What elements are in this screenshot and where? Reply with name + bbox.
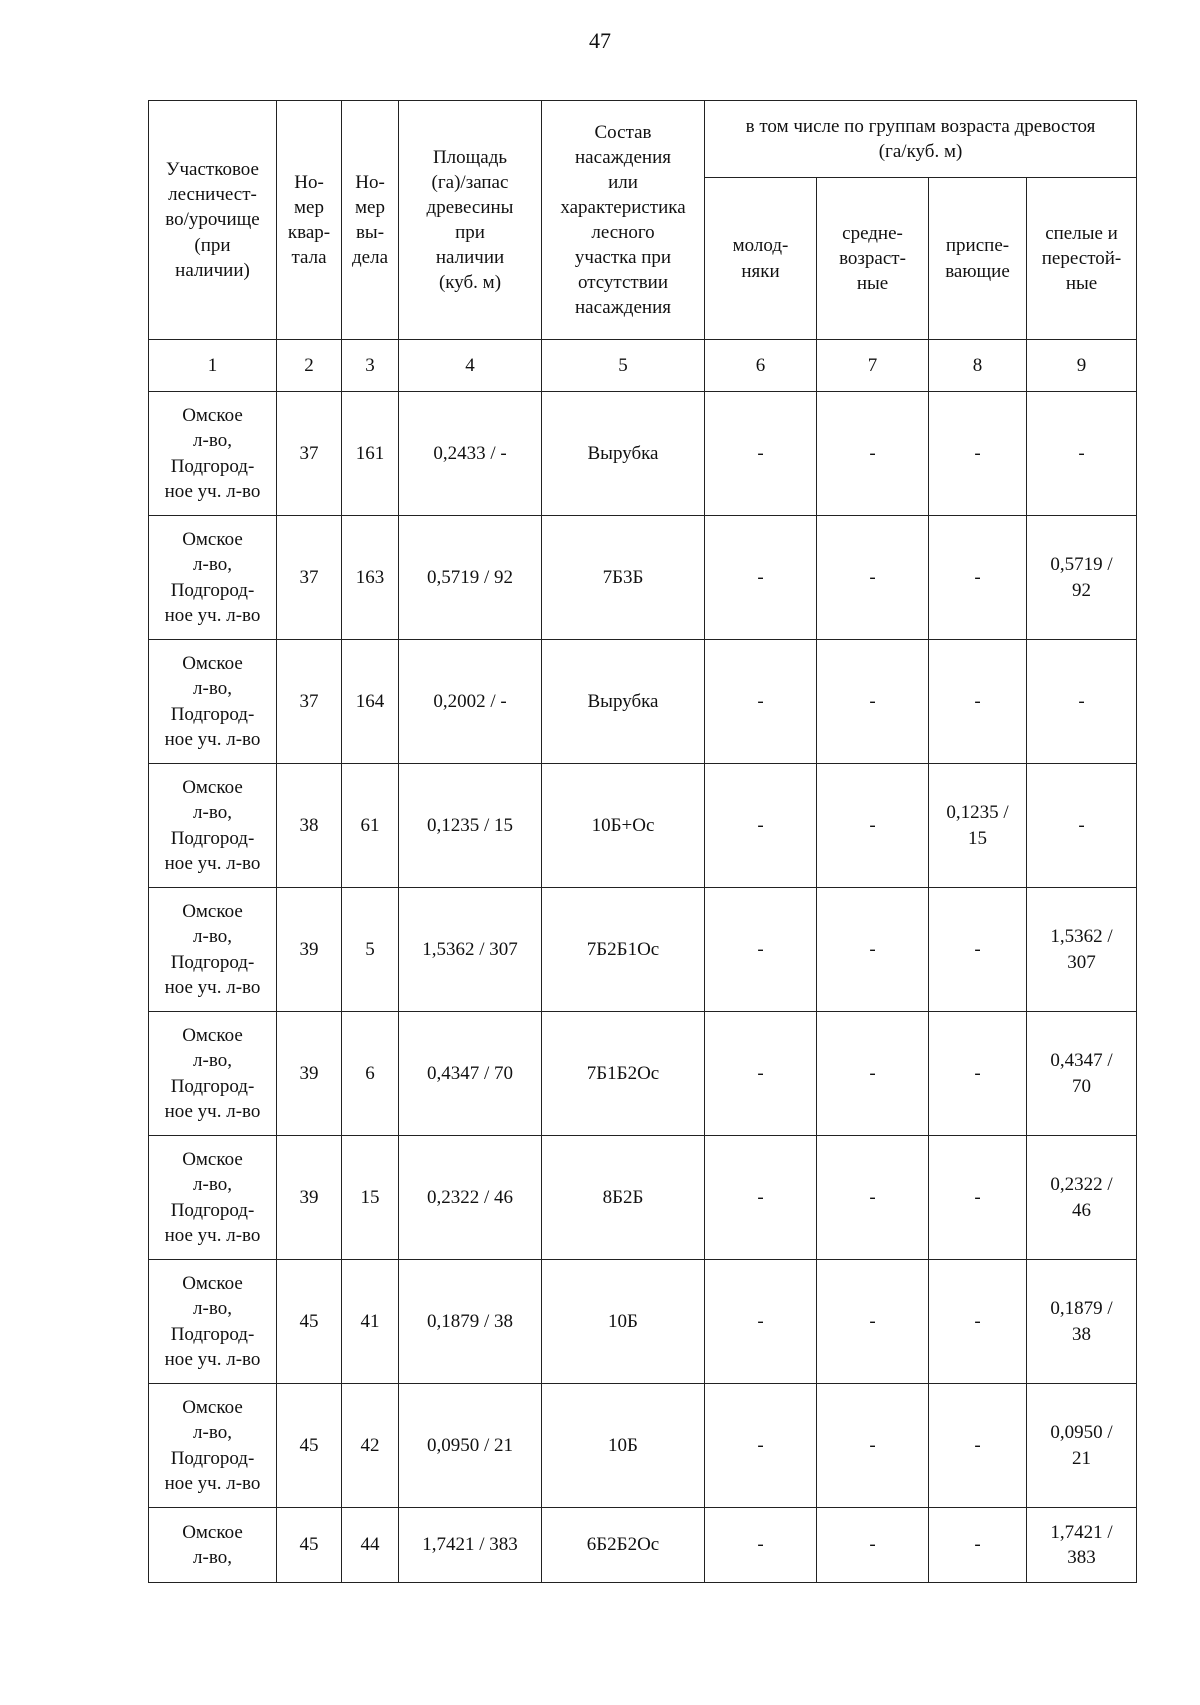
ripening-cell: - bbox=[929, 1260, 1027, 1384]
area-volume-cell: 0,0950 / 21 bbox=[399, 1384, 542, 1508]
composition-cell: 10Б+Ос bbox=[542, 764, 705, 888]
middle-aged-cell: - bbox=[817, 1136, 929, 1260]
young-cell: - bbox=[705, 1508, 817, 1583]
middle-aged-cell: - bbox=[817, 392, 929, 516]
forestry-cell: Омское л-во, Подгород- ное уч. л-во bbox=[149, 764, 277, 888]
composition-cell: 8Б2Б bbox=[542, 1136, 705, 1260]
mature-cell: 0,5719 / 92 bbox=[1027, 516, 1137, 640]
mature-cell: 0,0950 / 21 bbox=[1027, 1384, 1137, 1508]
composition-cell: 7Б3Б bbox=[542, 516, 705, 640]
column-number: 2 bbox=[277, 340, 342, 392]
area-volume-cell: 0,5719 / 92 bbox=[399, 516, 542, 640]
mature-cell: 1,7421 / 383 bbox=[1027, 1508, 1137, 1583]
table-row bbox=[149, 1012, 1137, 1136]
middle-aged-cell: - bbox=[817, 1260, 929, 1384]
section-number-cell: 15 bbox=[342, 1136, 399, 1260]
section-number-cell: 5 bbox=[342, 888, 399, 1012]
mature-cell: 0,2322 / 46 bbox=[1027, 1136, 1137, 1260]
middle-aged-cell: - bbox=[817, 516, 929, 640]
table-row bbox=[149, 764, 1137, 888]
column-number: 6 bbox=[705, 340, 817, 392]
ripening-cell: - bbox=[929, 1012, 1027, 1136]
quarter-number-cell: 39 bbox=[277, 888, 342, 1012]
middle-aged-cell: - bbox=[817, 888, 929, 1012]
table-row bbox=[149, 1136, 1137, 1260]
quarter-number-cell: 45 bbox=[277, 1260, 342, 1384]
area-volume-cell: 0,1879 / 38 bbox=[399, 1260, 542, 1384]
young-cell: - bbox=[705, 392, 817, 516]
ripening-cell: 0,1235 / 15 bbox=[929, 764, 1027, 888]
area-volume-cell: 1,5362 / 307 bbox=[399, 888, 542, 1012]
section-number-cell: 164 bbox=[342, 640, 399, 764]
table-row bbox=[149, 640, 1137, 764]
ripening-cell: - bbox=[929, 1508, 1027, 1583]
column-number: 9 bbox=[1027, 340, 1137, 392]
quarter-number-cell: 45 bbox=[277, 1508, 342, 1583]
middle-aged-cell: - bbox=[817, 640, 929, 764]
area-volume-cell: 0,2433 / - bbox=[399, 392, 542, 516]
table-body bbox=[149, 392, 1137, 1583]
composition-cell: Вырубка bbox=[542, 392, 705, 516]
forestry-cell: Омское л-во, Подгород- ное уч. л-во bbox=[149, 516, 277, 640]
middle-aged-cell: - bbox=[817, 764, 929, 888]
area-volume-cell: 0,1235 / 15 bbox=[399, 764, 542, 888]
quarter-number-cell: 37 bbox=[277, 516, 342, 640]
forestry-cell: Омское л-во, Подгород- ное уч. л-во bbox=[149, 1260, 277, 1384]
quarter-number-cell: 37 bbox=[277, 640, 342, 764]
composition-cell: Вырубка bbox=[542, 640, 705, 764]
mature-cell: 0,4347 / 70 bbox=[1027, 1012, 1137, 1136]
composition-cell: 7Б2Б1Ос bbox=[542, 888, 705, 1012]
ripening-cell: - bbox=[929, 640, 1027, 764]
young-cell: - bbox=[705, 640, 817, 764]
young-cell: - bbox=[705, 1260, 817, 1384]
area-volume-cell: 0,2322 / 46 bbox=[399, 1136, 542, 1260]
table-row bbox=[149, 392, 1137, 516]
mature-cell: - bbox=[1027, 764, 1137, 888]
forestry-cell: Омское л-во, bbox=[149, 1508, 277, 1583]
mature-cell: - bbox=[1027, 392, 1137, 516]
section-number-cell: 6 bbox=[342, 1012, 399, 1136]
middle-aged-cell: - bbox=[817, 1384, 929, 1508]
section-number-cell: 61 bbox=[342, 764, 399, 888]
area-volume-cell: 1,7421 / 383 bbox=[399, 1508, 542, 1583]
quarter-number-cell: 45 bbox=[277, 1384, 342, 1508]
ripening-cell: - bbox=[929, 888, 1027, 1012]
section-number-cell: 163 bbox=[342, 516, 399, 640]
ripening-cell: - bbox=[929, 1136, 1027, 1260]
section-number-cell: 44 bbox=[342, 1508, 399, 1583]
column-number: 8 bbox=[929, 340, 1027, 392]
forest-plots-table bbox=[148, 100, 1137, 1583]
composition-cell: 10Б bbox=[542, 1260, 705, 1384]
column-number: 1 bbox=[149, 340, 277, 392]
forestry-cell: Омское л-во, Подгород- ное уч. л-во bbox=[149, 1012, 277, 1136]
young-cell: - bbox=[705, 888, 817, 1012]
header-forestry: Участковое лесничест- во/урочище (при наличии) bbox=[149, 101, 277, 340]
young-cell: - bbox=[705, 1012, 817, 1136]
column-number: 4 bbox=[399, 340, 542, 392]
ripening-cell: - bbox=[929, 1384, 1027, 1508]
table-header bbox=[149, 101, 1137, 392]
column-number: 7 bbox=[817, 340, 929, 392]
forestry-cell: Омское л-во, Подгород- ное уч. л-во bbox=[149, 888, 277, 1012]
middle-aged-cell: - bbox=[817, 1012, 929, 1136]
ripening-cell: - bbox=[929, 392, 1027, 516]
mature-cell: 1,5362 / 307 bbox=[1027, 888, 1137, 1012]
section-number-cell: 42 bbox=[342, 1384, 399, 1508]
table-row bbox=[149, 1508, 1137, 1583]
header-mature: спелые и перестой- ные bbox=[1027, 178, 1137, 340]
mature-cell: - bbox=[1027, 640, 1137, 764]
middle-aged-cell: - bbox=[817, 1508, 929, 1583]
forestry-cell: Омское л-во, Подгород- ное уч. л-во bbox=[149, 1384, 277, 1508]
column-number: 3 bbox=[342, 340, 399, 392]
young-cell: - bbox=[705, 1136, 817, 1260]
column-number: 5 bbox=[542, 340, 705, 392]
area-volume-cell: 0,4347 / 70 bbox=[399, 1012, 542, 1136]
composition-cell: 6Б2Б2Ос bbox=[542, 1508, 705, 1583]
header-section-number: Но- мер вы- дела bbox=[342, 101, 399, 340]
mature-cell: 0,1879 / 38 bbox=[1027, 1260, 1137, 1384]
table-row bbox=[149, 1260, 1137, 1384]
column-numbers-row bbox=[149, 340, 1137, 392]
header-middle-aged: средне- возраст- ные bbox=[817, 178, 929, 340]
forestry-cell: Омское л-во, Подгород- ное уч. л-во bbox=[149, 640, 277, 764]
quarter-number-cell: 38 bbox=[277, 764, 342, 888]
header-area-volume: Площадь (га)/запас древесины при наличии (куб. м) bbox=[399, 101, 542, 340]
table-row bbox=[149, 516, 1137, 640]
forestry-cell: Омское л-во, Подгород- ное уч. л-во bbox=[149, 1136, 277, 1260]
table-row bbox=[149, 888, 1137, 1012]
young-cell: - bbox=[705, 1384, 817, 1508]
young-cell: - bbox=[705, 516, 817, 640]
header-quarter-number: Но- мер квар- тала bbox=[277, 101, 342, 340]
composition-cell: 10Б bbox=[542, 1384, 705, 1508]
table-row bbox=[149, 1384, 1137, 1508]
composition-cell: 7Б1Б2Ос bbox=[542, 1012, 705, 1136]
ripening-cell: - bbox=[929, 516, 1027, 640]
header-ripening: приспе- вающие bbox=[929, 178, 1027, 340]
quarter-number-cell: 39 bbox=[277, 1136, 342, 1260]
section-number-cell: 161 bbox=[342, 392, 399, 516]
header-young: молод- няки bbox=[705, 178, 817, 340]
section-number-cell: 41 bbox=[342, 1260, 399, 1384]
page-number: 47 bbox=[589, 28, 611, 53]
quarter-number-cell: 39 bbox=[277, 1012, 342, 1136]
header-composition: Состав насаждения или характеристика лесного участка при отсутствии насаждения bbox=[542, 101, 705, 340]
young-cell: - bbox=[705, 764, 817, 888]
forestry-cell: Омское л-во, Подгород- ное уч. л-во bbox=[149, 392, 277, 516]
header-age-groups: в том числе по группам возраста древостоя (га/куб. м) bbox=[705, 101, 1137, 178]
quarter-number-cell: 37 bbox=[277, 392, 342, 516]
area-volume-cell: 0,2002 / - bbox=[399, 640, 542, 764]
